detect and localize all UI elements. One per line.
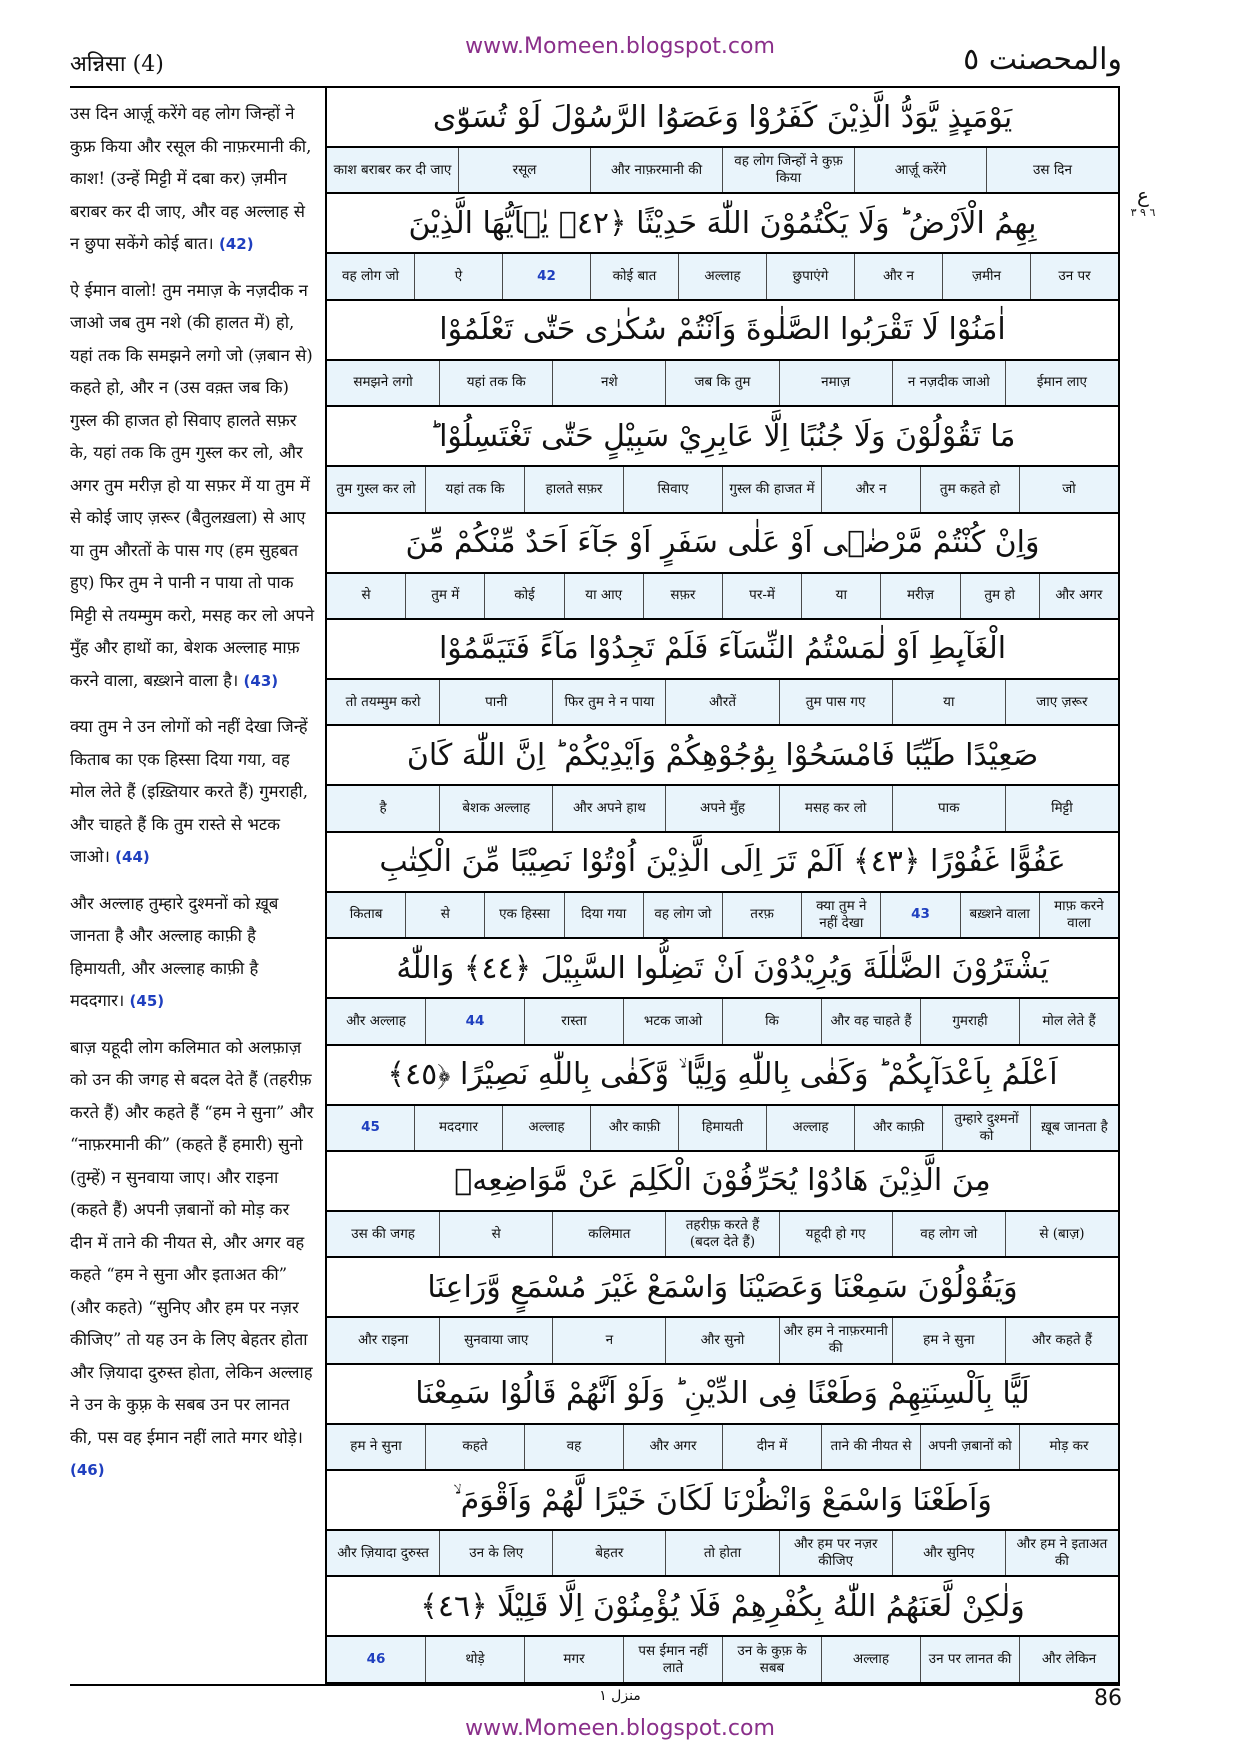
word-meaning-cell: एक हिस्सा	[484, 893, 563, 937]
word-meaning-cell: उन के लिए	[439, 1531, 552, 1575]
word-meaning-cell: और काफ़ी	[590, 1106, 678, 1150]
word-meaning-cell: से	[439, 1212, 552, 1256]
word-meaning-cell: तहरीफ़ करते हैं (बदल देते हैं)	[665, 1212, 778, 1256]
word-meaning-cell: वह लोग जो	[341, 268, 400, 285]
word-meaning-cell: छुपाएंगे	[766, 254, 854, 298]
word-meaning-cell: और ज़ियादा दुरुस्त	[337, 1544, 429, 1561]
word-meaning-cell: ताने की नीयत से	[821, 1425, 920, 1469]
word-meaning-cell: और हम ने इताअत की	[1005, 1531, 1118, 1575]
word-meaning-cell: काश बराबर कर दी जाए	[333, 161, 452, 178]
word-meaning-cell: आर्ज़ू करेंगे	[854, 148, 986, 192]
verse-block	[327, 726, 1118, 832]
word-meaning-cell: और न	[854, 254, 942, 298]
arabic-line: لَيًّا بِاَلْسِنَتِهِمْ وَطَعْنًا فِى الدِّيْنِ ؕ وَلَوْ اَنَّهُمْ قَالُوْا سَمِعْنَا	[415, 1376, 1030, 1412]
word-meaning-row	[327, 252, 1118, 298]
word-meaning-row	[327, 359, 1118, 405]
verse-block	[327, 194, 1118, 300]
word-meaning-cell: और अल्लाह	[346, 1012, 406, 1029]
word-meaning-cell: अल्लाह	[502, 1106, 590, 1150]
word-meaning-cell: मरीज़	[880, 574, 959, 618]
word-meaning-cell: मददगार	[414, 1106, 502, 1150]
word-meaning-cell: अल्लाह	[678, 254, 766, 298]
translation-paragraph	[70, 888, 315, 1018]
word-meaning-row	[327, 997, 1118, 1043]
word-meaning-cell: हिमायती	[678, 1106, 766, 1150]
word-meaning-cell: तुम पास गए	[779, 680, 892, 724]
word-meaning-cell: पाक	[892, 786, 1005, 830]
verse-block	[327, 1365, 1118, 1471]
translation-paragraph	[70, 711, 315, 874]
word-meaning-row	[327, 1316, 1118, 1362]
translation-text: बाज़ यहूदी लोग कलिमात को अलफ़ाज़ को उन की जगह से बदल देते हैं (तहरीफ़ करते हैं) और कहते हैं “हम ने सुना” और “नाफ़रमानी की” (कहते हैं हमारी) सुनो (तुम्हें) न सुनवाया जाए। और राइना (कहते हैं) अपनी ज़बानों को मोड़ कर दीन में ताने की नीयत से, और अगर वह कहते “हम ने सुना और इताअत की” (और कहते) “सुनिए और हम पर नज़र कीजिए” तो यह उन के लिए बेहतर होता और ज़ियादा दुरुस्त होता, लेकिन अल्लाह ने उन के कुफ़्र के सबब उन पर लानत की, पस वह ईमान नहीं लाते मगर थोड़े।	[70, 1037, 314, 1447]
translation-text: क्या तुम ने उन लोगों को नहीं देखा जिन्हें किताब का एक हिस्सा दिया गया, वह मोल लेते हैं (इख़्तियार करते हैं) गुमराही, और चाहते हैं कि तुम रास्ते से भटक जाओ।	[70, 717, 309, 866]
arabic-line: وَاِنْ كُنْتُمْ مَّرْضٰۤى اَوْ عَلٰى سَفَرٍ اَوْ جَآءَ اَحَدٌ مِّنْكُمْ مِّنَ	[405, 525, 1040, 561]
word-meaning-cell: और न	[821, 467, 920, 511]
word-meaning-cell: पानी	[439, 680, 552, 724]
word-meaning-row	[327, 678, 1118, 724]
arabic-line: وَيَقُوْلُوْنَ سَمِعْنَا وَعَصَيْنَا وَاسْمَعْ غَيْرَ مُسْمَعٍ وَّرَاعِنَا	[427, 1269, 1018, 1305]
arabic-line: يَشْتَرُوْنَ الضَّلٰلَةَ وَيُرِيْدُوْنَ اَنْ تَضِلُّوا السَّبِيْلَ ﴿٤٤﴾ وَاللّٰهُ	[396, 950, 1049, 986]
word-meaning-cell: अपने मुँह	[665, 786, 778, 830]
word-meaning-cell: मोल लेते हैं	[1019, 999, 1118, 1043]
translation-text: और अल्लाह तुम्हारे दुश्मनों को ख़ूब जानता है और अल्लाह काफ़ी है हिमायती, और अल्लाह काफ़ी है मददगार।	[70, 893, 279, 1010]
arabic-line: اٰمَنُوْا لَا تَقْرَبُوا الصَّلٰوةَ وَاَنْتُمْ سُكٰرٰى حَتّٰى تَعْلَمُوْا	[439, 312, 1006, 348]
word-meaning-cell: वह लोग जो	[892, 1212, 1005, 1256]
word-meaning-cell: अल्लाह	[766, 1106, 854, 1150]
verse-block	[327, 1258, 1118, 1364]
word-meaning-cell: तुम में	[405, 574, 484, 618]
translation-text: उस दिन आर्ज़ू करेंगे वह लोग जिन्हों ने कुफ्र किया और रसूल की नाफ़रमानी की, काश! (उन्हें मिट्टी में दबा कर) ज़मीन बराबर कर दी जाए, और वह अल्लाह से न छुपा सकेंगे कोई बात।	[70, 104, 312, 253]
word-meaning-cell: गुमराही	[920, 999, 1019, 1043]
word-meaning-cell: उन पर	[1030, 254, 1118, 298]
word-meaning-row	[327, 465, 1118, 511]
footer-rule	[70, 1684, 1120, 1686]
arabic-line: عَفُوًّا غَفُوْرًا ﴿٤٣﴾ اَلَمْ تَرَ اِلَى الَّذِيْنَ اُوْتُوْا نَصِيْبًا مِّنَ الْكِتٰبِ	[379, 844, 1066, 880]
word-meaning-cell: और कहते हैं	[1005, 1318, 1118, 1362]
word-meaning-cell: उस की जगह	[351, 1225, 415, 1242]
word-meaning-cell: क्या तुम ने नहीं देखा	[801, 893, 880, 937]
word-meaning-cell: तुम हो	[960, 574, 1039, 618]
word-meaning-cell: मोड़ कर	[1019, 1425, 1118, 1469]
verse-number: (42)	[218, 235, 254, 253]
word-meaning-cell: और अपने हाथ	[552, 786, 665, 830]
word-meaning-cell: न नज़दीक जाओ	[892, 361, 1005, 405]
word-meaning-cell: बेहतर	[552, 1531, 665, 1575]
word-meaning-row	[327, 1529, 1118, 1575]
verse-block	[327, 407, 1118, 513]
word-meaning-cell: यहां तक कि	[439, 361, 552, 405]
word-meaning-cell: और लेकिन	[1019, 1637, 1118, 1681]
word-meaning-cell: या आए	[564, 574, 643, 618]
word-meaning-cell: हम ने सुना	[892, 1318, 1005, 1362]
translation-paragraph	[70, 98, 315, 261]
verse-block	[327, 1152, 1118, 1258]
arabic-line: اَعْلَمُ بِاَعْدَآىِٕكُمْ ؕ وَكَفٰى بِاللّٰهِ وَلِيًّا ۙ وَّكَفٰى بِاللّٰهِ نَصِيْرًا ﴿٤٥﴾	[387, 1057, 1058, 1093]
page-number: 86	[1094, 1686, 1122, 1711]
word-meaning-cell: तरफ़	[722, 893, 801, 937]
word-meaning-cell: और अगर	[623, 1425, 722, 1469]
word-meaning-cell: जब कि तुम	[665, 361, 778, 405]
footer-site-url[interactable]: www.Momeen.blogspot.com	[465, 1716, 775, 1741]
word-meaning-row	[327, 1635, 1118, 1681]
word-meaning-cell: 42	[502, 254, 590, 298]
word-meaning-cell: रास्ता	[524, 999, 623, 1043]
word-meaning-cell: मिट्टी	[1005, 786, 1118, 830]
ruku-marker	[1128, 183, 1158, 219]
word-meaning-cell: या	[801, 574, 880, 618]
verse-block	[327, 939, 1118, 1045]
ruku-numbers: ٦ ٩ ٣	[1130, 206, 1156, 219]
word-meaning-cell: ज़मीन	[942, 254, 1030, 298]
word-meaning-cell: कोई बात	[590, 254, 678, 298]
verse-block	[327, 88, 1118, 194]
word-meaning-cell: माफ़ करने वाला	[1039, 893, 1118, 937]
word-meaning-cell: हालते सफ़र	[524, 467, 623, 511]
word-meaning-cell: कि	[722, 999, 821, 1043]
word-meaning-cell: और नाफ़रमानी की	[590, 148, 722, 192]
word-meaning-cell: और अगर	[1039, 574, 1118, 618]
word-meaning-cell: उन पर लानत की	[920, 1637, 1019, 1681]
word-meaning-cell: 45	[361, 1119, 380, 1136]
translation-text: ऐ ईमान वालो! तुम नमाज़ के नज़दीक न जाओ जब तुम नशे (की हालत में) हो, यहां तक कि समझने लगो जो (ज़बान से) कहते हो, और न (उस वक़्त जब कि) गुस्ल की हाजत हो सिवाए हालते सफ़र के, यहां तक कि तुम गुस्ल कर लो, और अगर तुम मरीज़ हो या सफ़र में या तुम में से कोई जाए ज़रूर (बैतुलख़ला) से आए या तुम औरतों के पास गए (हम सुहबत हुए) फिर तुम ने पानी न पाया तो पाक मिट्टी से तयम्मुम करो, मसह कर लो अपने मुँह और हाथों का, बेशक अल्लाह माफ़ करने वाला, बख़्शने वाला है।	[70, 280, 315, 690]
surah-title: अन्निसा (4)	[70, 52, 164, 77]
word-meaning-cell: और सुनिए	[892, 1531, 1005, 1575]
word-meaning-cell: सफ़र	[643, 574, 722, 618]
word-meaning-cell: और हम ने नाफ़रमानी की	[779, 1318, 892, 1362]
word-meaning-cell: और राइना	[357, 1331, 409, 1348]
verse-number: (43)	[243, 671, 279, 690]
word-meaning-cell: अपनी ज़बानों को	[920, 1425, 1019, 1469]
word-by-word-grid	[327, 88, 1120, 1684]
word-meaning-cell: मसह कर लो	[779, 786, 892, 830]
verse-number: (46)	[70, 1461, 105, 1479]
header-site-url[interactable]: www.Momeen.blogspot.com	[465, 34, 775, 59]
manzil-label: منزل ١	[599, 1688, 641, 1704]
word-meaning-cell: ख़ूब जानता है	[1030, 1106, 1118, 1150]
verse-block	[327, 620, 1118, 726]
word-meaning-cell: यहां तक कि	[425, 467, 524, 511]
word-meaning-cell: कहते	[425, 1425, 524, 1469]
verse-block	[327, 1046, 1118, 1152]
word-meaning-cell: 46	[366, 1651, 386, 1668]
word-meaning-row	[327, 891, 1118, 937]
translation-paragraph	[70, 275, 315, 698]
word-meaning-row	[327, 1210, 1118, 1256]
word-meaning-cell: वह लोग जिन्हों ने कुफ़ किया	[722, 148, 854, 192]
word-meaning-cell: नमाज़	[779, 361, 892, 405]
word-meaning-row	[327, 784, 1118, 830]
word-meaning-cell: और वह चाहते हैं	[821, 999, 920, 1043]
word-meaning-cell: से	[405, 893, 484, 937]
arabic-line: مِنَ الَّذِيْنَ هَادُوْا يُحَرِّفُوْنَ الْكَلِمَ عَنْ مَّوَاضِعِهٖ	[454, 1163, 991, 1199]
word-meaning-cell: यहूदी हो गए	[779, 1212, 892, 1256]
word-meaning-cell: 44	[425, 999, 524, 1043]
arabic-line: وَلٰكِنْ لَّعَنَهُمُ اللّٰهُ بِكُفْرِهِمْ فَلَا يُؤْمِنُوْنَ اِلَّا قَلِيْلًا ﴿٤٦﴾	[420, 1588, 1025, 1624]
word-meaning-cell: अल्लाह	[821, 1637, 920, 1681]
word-meaning-cell: नशे	[552, 361, 665, 405]
word-meaning-cell: किताब	[349, 906, 383, 923]
word-meaning-cell: दीन में	[722, 1425, 821, 1469]
word-meaning-cell: तो होता	[665, 1531, 778, 1575]
word-meaning-cell: मगर	[524, 1637, 623, 1681]
hindi-translation-column	[70, 98, 315, 1501]
word-meaning-cell: और सुनो	[665, 1318, 778, 1362]
word-meaning-cell: से (बाज़)	[1005, 1212, 1118, 1256]
word-meaning-cell: और काफ़ी	[854, 1106, 942, 1150]
arabic-line: الْغَآىِٕطِ اَوْ لٰمَسْتُمُ النِّسَآءَ فَلَمْ تَجِدُوْا مَآءً فَتَيَمَّمُوْا	[438, 631, 1007, 667]
ruku-letter: ع	[1137, 183, 1149, 207]
word-meaning-cell: 43	[880, 893, 959, 937]
word-meaning-cell: सुनवाया जाए	[439, 1318, 552, 1362]
word-meaning-cell: समझने लगो	[353, 374, 413, 391]
word-meaning-cell: हम ने सुना	[350, 1438, 402, 1455]
word-meaning-cell: बख़्शने वाला	[960, 893, 1039, 937]
word-meaning-cell: तुम कहते हो	[920, 467, 1019, 511]
word-meaning-cell: उन के कुफ़ के सबब	[722, 1637, 821, 1681]
word-meaning-cell: जाए ज़रूर	[1005, 680, 1118, 724]
word-meaning-cell: सिवाए	[623, 467, 722, 511]
word-meaning-cell: है	[379, 800, 387, 817]
arabic-line: مَا تَقُوْلُوْنَ وَلَا جُنُبًا اِلَّا عَابِرِيْ سَبِيْلٍ حَتّٰى تَغْتَسِلُوْا ؕ	[429, 418, 1016, 454]
word-meaning-cell: या	[892, 680, 1005, 724]
word-meaning-row	[327, 572, 1118, 618]
word-meaning-cell: उस दिन	[986, 148, 1118, 192]
word-meaning-row	[327, 1104, 1118, 1150]
verse-block	[327, 1577, 1118, 1683]
word-meaning-cell: न	[552, 1318, 665, 1362]
word-meaning-cell: थोड़े	[425, 1637, 524, 1681]
word-meaning-cell: दिया गया	[564, 893, 643, 937]
word-meaning-cell: ऐ	[414, 254, 502, 298]
word-meaning-cell: भटक जाओ	[623, 999, 722, 1043]
word-meaning-cell: और हम पर नज़र कीजिए	[779, 1531, 892, 1575]
word-meaning-cell: कलिमात	[552, 1212, 665, 1256]
word-meaning-cell: तो तयम्मुम करो	[345, 693, 421, 710]
juz-title: والمحصنت ٥	[963, 42, 1122, 77]
word-meaning-row	[327, 1423, 1118, 1469]
verse-block	[327, 514, 1118, 620]
word-meaning-cell: जो	[1019, 467, 1118, 511]
word-meaning-cell: वह	[524, 1425, 623, 1469]
verse-number: (45)	[129, 992, 165, 1010]
word-meaning-cell: कोई	[484, 574, 563, 618]
word-meaning-cell: ईमान लाए	[1005, 361, 1118, 405]
word-meaning-cell: फिर तुम ने न पाया	[552, 680, 665, 724]
verse-block	[327, 301, 1118, 407]
word-meaning-cell: पर-में	[722, 574, 801, 618]
arabic-line: بِهِمُ الْاَرْضُ ؕ وَلَا يَكْتُمُوْنَ اللّٰهَ حَدِيْثًا ﴿٤٢﴾ يٰۤاَيُّهَا الَّذِيْنَ	[408, 205, 1037, 241]
word-meaning-cell: से	[361, 587, 371, 604]
verse-number: (44)	[115, 848, 150, 866]
word-meaning-cell: वह लोग जो	[643, 893, 722, 937]
verse-block	[327, 1471, 1118, 1577]
word-meaning-cell: तुम्हारे दुश्मनों को	[942, 1106, 1030, 1150]
arabic-line: صَعِيْدًا طَيِّبًا فَامْسَحُوْا بِوُجُوْهِكُمْ وَاَيْدِيْكُمْ ؕ اِنَّ اللّٰهَ كَانَ	[406, 737, 1039, 773]
word-meaning-cell: गुस्ल की हाजत में	[722, 467, 821, 511]
word-meaning-cell: औरतें	[665, 680, 778, 724]
word-meaning-cell: तुम गुस्ल कर लो	[336, 480, 416, 497]
arabic-line: وَاَطَعْنَا وَاسْمَعْ وَانْظُرْنَا لَكَانَ خَيْرًا لَّهُمْ وَاَقْوَمَ ۙ	[453, 1482, 992, 1518]
arabic-line: يَوْمَىِٕذٍ يَّوَدُّ الَّذِيْنَ كَفَرُوْا وَعَصَوُا الرَّسُوْلَ لَوْ تُسَوّٰى	[432, 99, 1013, 135]
translation-paragraph	[70, 1032, 315, 1487]
word-meaning-cell: बेशक अल्लाह	[439, 786, 552, 830]
word-meaning-cell: रसूल	[458, 148, 590, 192]
word-meaning-row	[327, 146, 1118, 192]
verse-block	[327, 833, 1118, 939]
word-meaning-cell: पस ईमान नहीं लाते	[623, 1637, 722, 1681]
